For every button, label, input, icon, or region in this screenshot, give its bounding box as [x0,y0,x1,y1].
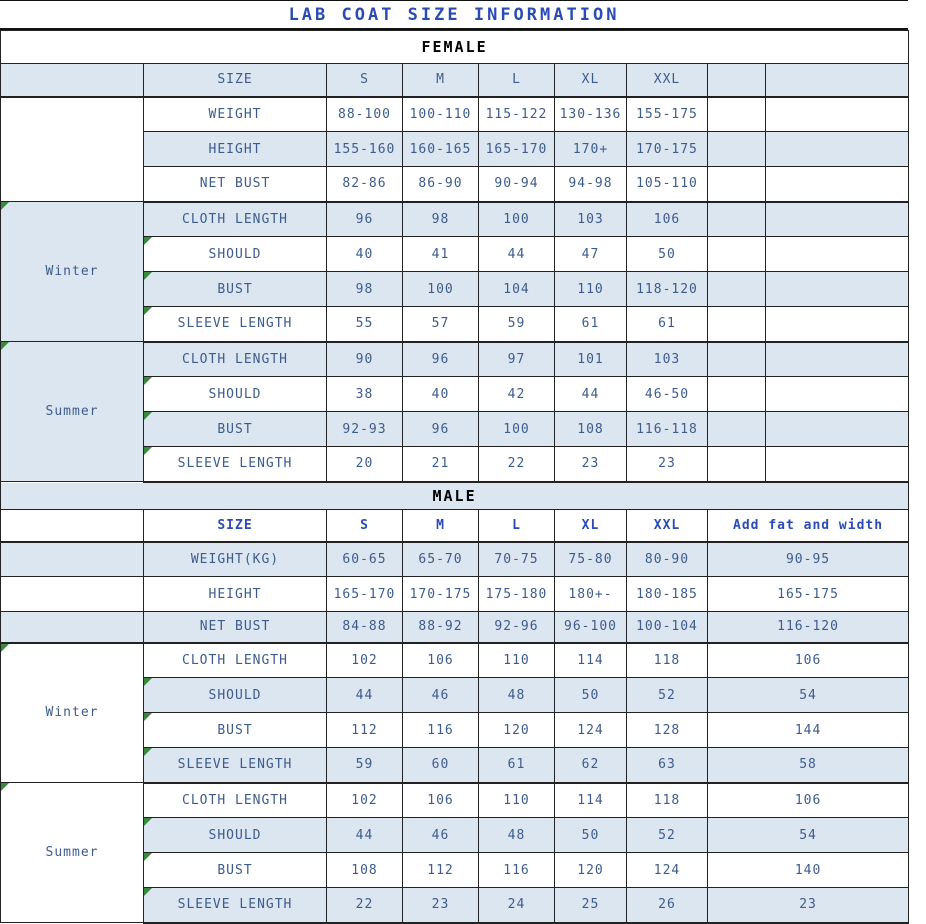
table-row [1,31,909,64]
value-cell: 98 [403,202,479,237]
value-cell: 140 [708,853,909,888]
row-label-cell: BUST [144,713,327,748]
value-cell: 108 [555,412,627,447]
value-cell: 25 [555,888,627,923]
size-header-cell: S [327,64,403,97]
value-cell: 106 [403,783,479,818]
value-cell: 97 [479,342,555,377]
row-label-cell: SIZE [144,510,327,542]
empty-cell [708,307,766,342]
size-header-cell: Add fat and width [708,510,909,542]
row-label-cell: CLOTH LENGTH [144,202,327,237]
value-cell: 105-110 [627,167,708,202]
comment-marker-icon [144,307,152,315]
empty-cell [766,167,909,202]
value-cell: 61 [555,307,627,342]
value-cell: 100-104 [627,612,708,643]
value-cell: 44 [479,237,555,272]
value-cell: 60-65 [327,542,403,577]
value-cell: 46 [403,818,479,853]
section-header-female: FEMALE [1,31,909,64]
comment-marker-icon [144,713,152,721]
value-cell: 63 [627,748,708,783]
size-header-cell: XL [555,510,627,542]
value-cell: 110 [479,643,555,678]
value-cell: 59 [479,307,555,342]
size-header-cell: XXL [627,510,708,542]
value-cell: 22 [327,888,403,923]
value-cell: 100-110 [403,97,479,132]
value-cell: 106 [627,202,708,237]
value-cell: 144 [708,713,909,748]
row-label-cell: SHOULD [144,237,327,272]
value-cell: 112 [327,713,403,748]
value-cell: 120 [555,853,627,888]
value-cell: 54 [708,678,909,713]
value-cell: 165-175 [708,577,909,612]
value-cell: 124 [627,853,708,888]
table-row [1,577,909,612]
comment-marker-icon [144,412,152,420]
row-label-cell: BUST [144,853,327,888]
value-cell: 22 [479,447,555,482]
value-cell: 40 [403,377,479,412]
value-cell: 96-100 [555,612,627,643]
row-label-cell: WEIGHT [144,97,327,132]
value-cell: 108 [327,853,403,888]
value-cell: 52 [627,818,708,853]
empty-cell [766,132,909,167]
value-cell: 118 [627,783,708,818]
table-row [1,643,909,678]
size-chart-table [0,30,909,924]
value-cell: 101 [555,342,627,377]
value-cell: 106 [403,643,479,678]
empty-cell [766,412,909,447]
size-header-cell: S [327,510,403,542]
size-header-cell: M [403,510,479,542]
value-cell: 48 [479,818,555,853]
value-cell: 58 [708,748,909,783]
value-cell: 50 [555,818,627,853]
value-cell: 40 [327,237,403,272]
value-cell: 57 [403,307,479,342]
table-row [1,202,909,237]
value-cell: 84-88 [327,612,403,643]
value-cell: 102 [327,643,403,678]
value-cell: 103 [627,342,708,377]
empty-cell [708,342,766,377]
corner-cell [1,542,144,577]
empty-cell [708,132,766,167]
value-cell: 88-100 [327,97,403,132]
value-cell: 44 [327,678,403,713]
value-cell: 102 [327,783,403,818]
value-cell: 114 [555,643,627,678]
empty-cell [708,167,766,202]
value-cell: 23 [708,888,909,923]
corner-cell [1,97,144,202]
row-label-cell: SLEEVE LENGTH [144,748,327,783]
group-label-summer-male: Summer [1,783,144,923]
value-cell: 38 [327,377,403,412]
value-cell: 170+ [555,132,627,167]
row-label-cell: NET BUST [144,167,327,202]
value-cell: 118 [627,643,708,678]
empty-cell [708,377,766,412]
comment-marker-icon [144,678,152,686]
value-cell: 86-90 [403,167,479,202]
comment-marker-icon [144,853,152,861]
value-cell: 175-180 [479,577,555,612]
value-cell: 100 [479,202,555,237]
value-cell: 160-165 [403,132,479,167]
value-cell: 61 [479,748,555,783]
value-cell: 114 [555,783,627,818]
empty-cell [766,202,909,237]
value-cell: 118-120 [627,272,708,307]
row-label-cell: BUST [144,272,327,307]
value-cell: 180-185 [627,577,708,612]
value-cell: 92-93 [327,412,403,447]
empty-cell [708,237,766,272]
value-cell: 115-122 [479,97,555,132]
value-cell: 98 [327,272,403,307]
value-cell: 120 [479,713,555,748]
row-label-cell: SLEEVE LENGTH [144,888,327,923]
value-cell: 54 [708,818,909,853]
size-header-cell: XXL [627,64,708,97]
empty-cell [708,97,766,132]
value-cell: 112 [403,853,479,888]
value-cell: 130-136 [555,97,627,132]
group-label-winter-female: Winter [1,202,144,342]
value-cell: 103 [555,202,627,237]
row-label-cell: HEIGHT [144,132,327,167]
value-cell: 110 [555,272,627,307]
row-label-cell: HEIGHT [144,577,327,612]
corner-cell [1,510,144,542]
table-row [1,612,909,643]
value-cell: 82-86 [327,167,403,202]
row-label-cell: NET BUST [144,612,327,643]
comment-marker-icon [144,237,152,245]
value-cell: 110 [479,783,555,818]
table-row [1,783,909,818]
value-cell: 104 [479,272,555,307]
value-cell: 47 [555,237,627,272]
empty-cell [766,64,909,97]
value-cell: 75-80 [555,542,627,577]
comment-marker-icon [1,783,9,791]
value-cell: 116 [479,853,555,888]
comment-marker-icon [144,888,152,896]
value-cell: 124 [555,713,627,748]
value-cell: 100 [403,272,479,307]
value-cell: 59 [327,748,403,783]
corner-cell [1,64,144,97]
row-label-cell: SIZE [144,64,327,97]
empty-cell [766,97,909,132]
empty-cell [708,412,766,447]
value-cell: 48 [479,678,555,713]
comment-marker-icon [1,644,9,652]
comment-marker-icon [144,447,152,455]
value-cell: 165-170 [479,132,555,167]
value-cell: 96 [403,342,479,377]
value-cell: 26 [627,888,708,923]
value-cell: 94-98 [555,167,627,202]
table-row [1,64,909,97]
size-header-cell: L [479,64,555,97]
value-cell: 41 [403,237,479,272]
row-label-cell: CLOTH LENGTH [144,342,327,377]
row-label-cell: SHOULD [144,377,327,412]
value-cell: 23 [555,447,627,482]
value-cell: 106 [708,643,909,678]
table-row [1,510,909,542]
table-row [1,482,909,510]
value-cell: 65-70 [403,542,479,577]
group-label-winter-male: Winter [1,643,144,783]
value-cell: 96 [403,412,479,447]
value-cell: 92-96 [479,612,555,643]
empty-cell [766,342,909,377]
value-cell: 24 [479,888,555,923]
row-label-cell: SLEEVE LENGTH [144,307,327,342]
value-cell: 62 [555,748,627,783]
empty-cell [766,447,909,482]
row-label-cell: CLOTH LENGTH [144,783,327,818]
value-cell: 70-75 [479,542,555,577]
row-label-cell: CLOTH LENGTH [144,643,327,678]
value-cell: 165-170 [327,577,403,612]
value-cell: 116-120 [708,612,909,643]
value-cell: 20 [327,447,403,482]
value-cell: 44 [555,377,627,412]
value-cell: 50 [555,678,627,713]
empty-cell [766,377,909,412]
value-cell: 116-118 [627,412,708,447]
empty-cell [708,64,766,97]
value-cell: 23 [403,888,479,923]
section-header-male: MALE [1,482,909,510]
value-cell: 55 [327,307,403,342]
value-cell: 180+- [555,577,627,612]
size-header-cell: XL [555,64,627,97]
page-title: LAB COAT SIZE INFORMATION [0,0,908,30]
group-label-summer-female: Summer [1,342,144,482]
value-cell: 90-95 [708,542,909,577]
comment-marker-icon [1,342,9,350]
value-cell: 80-90 [627,542,708,577]
value-cell: 50 [627,237,708,272]
value-cell: 90-94 [479,167,555,202]
size-header-cell: M [403,64,479,97]
table-row [1,542,909,577]
value-cell: 42 [479,377,555,412]
row-label-cell: WEIGHT(KG) [144,542,327,577]
value-cell: 106 [708,783,909,818]
comment-marker-icon [144,272,152,280]
empty-cell [766,237,909,272]
size-header-cell: L [479,510,555,542]
comment-marker-icon [144,748,152,756]
value-cell: 155-160 [327,132,403,167]
comment-marker-icon [144,818,152,826]
value-cell: 88-92 [403,612,479,643]
corner-cell [1,612,144,643]
corner-cell [1,577,144,612]
comment-marker-icon [1,202,9,210]
value-cell: 46-50 [627,377,708,412]
comment-marker-icon [144,377,152,385]
value-cell: 23 [627,447,708,482]
empty-cell [766,307,909,342]
value-cell: 52 [627,678,708,713]
empty-cell [708,202,766,237]
empty-cell [708,272,766,307]
empty-cell [708,447,766,482]
value-cell: 46 [403,678,479,713]
value-cell: 170-175 [627,132,708,167]
value-cell: 44 [327,818,403,853]
value-cell: 96 [327,202,403,237]
table-row [1,97,909,132]
value-cell: 100 [479,412,555,447]
value-cell: 21 [403,447,479,482]
row-label-cell: SLEEVE LENGTH [144,447,327,482]
value-cell: 116 [403,713,479,748]
row-label-cell: SHOULD [144,678,327,713]
value-cell: 60 [403,748,479,783]
row-label-cell: SHOULD [144,818,327,853]
value-cell: 90 [327,342,403,377]
value-cell: 155-175 [627,97,708,132]
value-cell: 170-175 [403,577,479,612]
row-label-cell: BUST [144,412,327,447]
empty-cell [766,272,909,307]
table-row [1,342,909,377]
value-cell: 61 [627,307,708,342]
value-cell: 128 [627,713,708,748]
